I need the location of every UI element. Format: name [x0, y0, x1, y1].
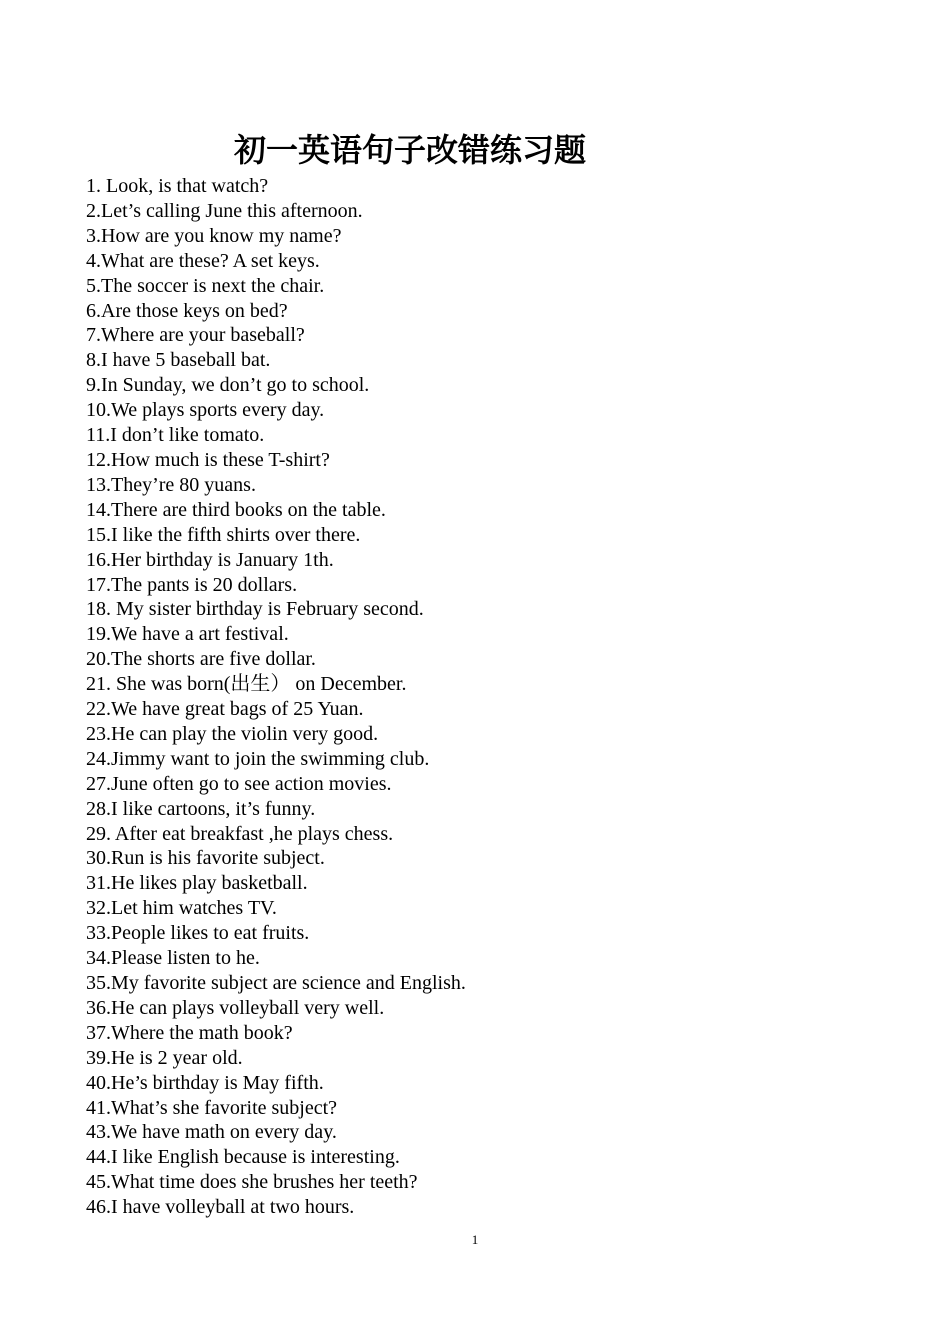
- question-item: 2.Let’s calling June this afternoon.: [86, 199, 363, 222]
- question-item: 8.I have 5 baseball bat.: [86, 349, 271, 372]
- page-title: 初一英语句子改错练习题: [233, 131, 586, 169]
- question-item: 4.What are these? A set keys.: [86, 249, 320, 272]
- question-item: 36.He can plays volleyball very well.: [86, 996, 385, 1019]
- question-item: 33.People likes to eat fruits.: [86, 922, 310, 945]
- question-item: 5.The soccer is next the chair.: [86, 274, 325, 297]
- question-list: [86, 174, 466, 1220]
- question-item: 19.We have a art festival.: [86, 623, 289, 646]
- question-item: 43.We have math on every day.: [86, 1121, 337, 1144]
- page-number: 1: [471, 1232, 479, 1247]
- question-item: 44.I like English because is interesting.: [86, 1146, 400, 1169]
- question-item: 6.Are those keys on bed?: [86, 299, 288, 322]
- question-item: 32.Let him watches TV.: [86, 897, 277, 920]
- question-item: 16.Her birthday is January 1th.: [86, 548, 334, 571]
- question-item: 12.How much is these T-shirt?: [86, 448, 330, 471]
- question-item: 46.I have volleyball at two hours.: [86, 1196, 355, 1219]
- question-item: 40.He’s birthday is May fifth.: [86, 1071, 324, 1094]
- question-item: 39.He is 2 year old.: [86, 1046, 243, 1069]
- question-item: 10.We plays sports every day.: [86, 399, 325, 422]
- question-item: 29. After eat breakfast ,he plays chess.: [86, 822, 394, 845]
- question-item: 41.What’s she favorite subject?: [86, 1096, 338, 1119]
- question-item: 13.They’re 80 yuans.: [86, 473, 256, 496]
- question-item: 35.My favorite subject are science and English.: [86, 972, 466, 994]
- question-item: 31.He likes play basketball.: [86, 872, 308, 895]
- question-item: 34.Please listen to he.: [86, 947, 260, 970]
- question-item: 28.I like cartoons, it’s funny.: [86, 797, 316, 820]
- question-item: 14.There are third books on the table.: [86, 498, 386, 521]
- question-item: 3.How are you know my name?: [86, 224, 342, 247]
- question-item: 45.What time does she brushes her teeth?: [86, 1171, 418, 1194]
- question-item: 18. My sister birthday is February second.: [86, 598, 424, 621]
- question-item: 22.We have great bags of 25 Yuan.: [86, 698, 364, 721]
- question-item: 15.I like the fifth shirts over there.: [86, 523, 361, 546]
- question-item: 30.Run is his favorite subject.: [86, 847, 325, 870]
- question-item: 37.Where the math book?: [86, 1021, 293, 1044]
- question-item: 21. She was born(出生） on December.: [86, 673, 407, 696]
- question-item: 27.June often go to see action movies.: [86, 772, 392, 795]
- question-item: 9.In Sunday, we don’t go to school.: [86, 374, 370, 397]
- question-item: 7.Where are your baseball?: [86, 324, 305, 347]
- question-item: 1. Look, is that watch?: [86, 175, 269, 197]
- question-item: 11.I don’t like tomato.: [86, 424, 265, 447]
- question-item: 17.The pants is 20 dollars.: [86, 573, 298, 596]
- question-item: 24.Jimmy want to join the swimming club.: [86, 747, 430, 770]
- question-item: 23.He can play the violin very good.: [86, 722, 379, 745]
- question-item: 20.The shorts are five dollar.: [86, 648, 316, 671]
